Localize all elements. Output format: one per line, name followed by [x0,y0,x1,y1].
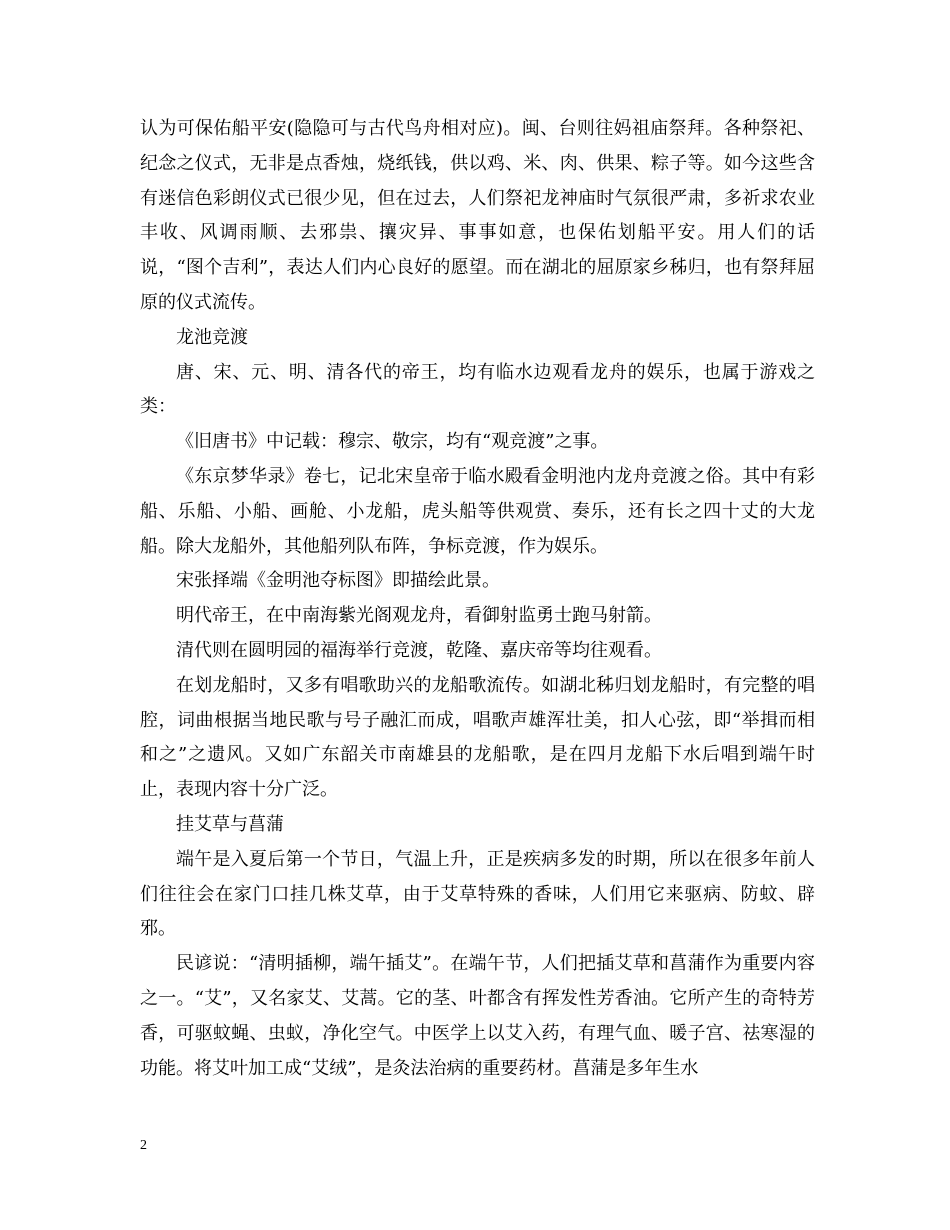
paragraph-ming-emperors: 明代帝王，在中南海紫光阁观龙舟，看御射监勇士跑马射箭。 [176,605,662,627]
page-number: 2 [140,1138,147,1153]
section-heading-mugwort-calamus: 挂艾草与菖蒲 [176,813,284,835]
section-heading-dragon-pool-race: 龙池竞渡 [176,326,248,348]
paragraph-jinming-pool-painting: 宋张择端《金明池夺标图》即描绘此景。 [176,570,500,592]
paragraph-dragon-boat-songs: 在划龙船时，又多有唱歌助兴的龙船歌流传。如湖北秭归划龙船时，有完整的唱腔，词曲根据当地民歌与号子融汇而成，唱歌声雄浑壮美，扣人心弦，即“举揖而相和之”之遗风。又如广东韶关市南雄县的龙船歌，是在四月龙船下水后唱到端午时止，表现内容十分广泛。 [140,674,815,801]
paragraph-dongjing-menghua-lu: 《东京梦华录》卷七，记北宋皇帝于临水殿看金明池内龙舟竞渡之俗。其中有彩船、乐船、小船、画舱、小龙船，虎头船等供观赏、奏乐，还有长之四十丈的大龙船。除大龙船外，其他船列队布阵，争标竞渡，作为娱乐。 [140,465,815,557]
paragraph-emperors-watching: 唐、宋、元、明、清各代的帝王，均有临水边观看龙舟的娱乐，也属于游戏之类： [140,361,815,418]
paragraph-hanging-mugwort: 端午是入夏后第一个节日，气温上升，正是疾病多发的时期，所以在很多年前人们往往会在家门口挂几株艾草，由于艾草特殊的香味，人们用它来驱病、防蚊、辟邪。 [140,848,815,940]
paragraph-qing-dynasty: 清代则在圆明园的福海举行竞渡，乾隆、嘉庆帝等均往观看。 [176,639,662,661]
body-text [140,112,815,1086]
paragraph-proverb-mugwort: 民谚说：“清明插柳，端午插艾”。在端午节，人们把插艾草和菖蒲作为重要内容之一。“艾”，又名家艾、艾蒿。它的茎、叶都含有挥发性芳香油。它所产生的奇特芳香，可驱蚊蝇、虫蚁，净化空气。中医学上以艾入药，有理气血、暖子宫、祛寒湿的功能。将艾叶加工成“艾绒”，是灸法治病的重要药材。菖蒲是多年生水 [140,953,815,1079]
paragraph-old-tang-book: 《旧唐书》中记载：穆宗、敬宗，均有“观竞渡”之事。 [176,431,609,453]
paragraph-ritual-continuation: 认为可保佑船平安(隐隐可与古代鸟舟相对应)。闽、台则往妈祖庙祭拜。各种祭祀、纪念之仪式，无非是点香烛，烧纸钱，供以鸡、米、肉、供果、粽子等。如今这些含有迷信色彩朗仪式已很少见，但在过去，人们祭祀龙神庙时气氛很严肃，多祈求农业丰收、风调雨顺、去邪祟、攘灾异、事事如意，也保佑划船平安。用人们的话说，“图个吉利”，表达人们内心良好的愿望。而在湖北的屈原家乡秭归，也有祭拜屈原的仪式流传。 [140,118,815,313]
